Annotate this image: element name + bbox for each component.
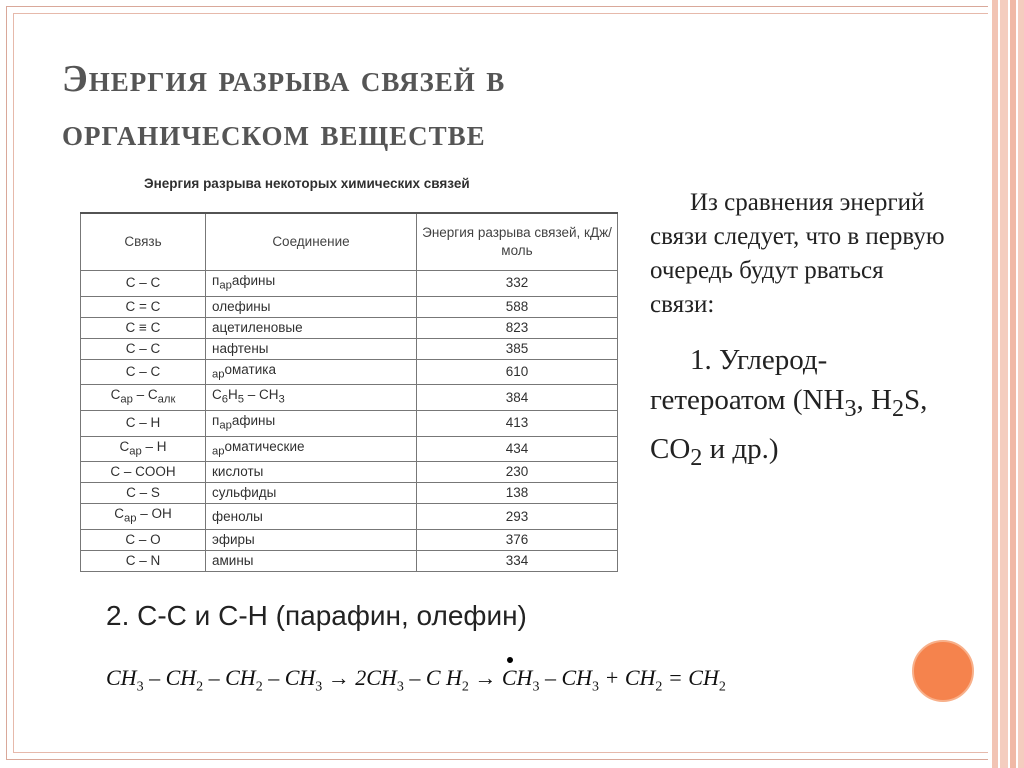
bond-cell: C – O xyxy=(81,530,206,551)
compound-cell: ацетиленовые xyxy=(206,317,417,338)
table-row xyxy=(81,411,618,437)
scanned-table xyxy=(78,172,620,569)
energy-cell: 823 xyxy=(417,317,618,338)
energy-cell: 293 xyxy=(417,504,618,530)
bond-cell: C = C xyxy=(81,296,206,317)
radical-dot xyxy=(507,657,513,663)
energy-cell: 334 xyxy=(417,551,618,572)
point-2: 2. С-С и С-Н (парафин, олефин) xyxy=(106,600,527,631)
table-row xyxy=(81,551,618,572)
explanation-text xyxy=(650,186,950,478)
table-row xyxy=(81,436,618,462)
table-row xyxy=(81,296,618,317)
bond-cell: C – C xyxy=(81,271,206,297)
reaction-equation xyxy=(106,665,726,695)
energy-cell: 413 xyxy=(417,411,618,437)
bond-cell: C – N xyxy=(81,551,206,572)
compound-cell: олефины xyxy=(206,296,417,317)
table-caption: Энергия разрыва некоторых химических связей xyxy=(144,176,470,191)
header-bond: Связь xyxy=(81,213,206,271)
header-compound: Соединение xyxy=(206,213,417,271)
table-row xyxy=(81,338,618,359)
compound-cell: эфиры xyxy=(206,530,417,551)
bond-cell: C – C xyxy=(81,338,206,359)
reaction-equation-text: $CH_3 - CH_2 - CH_2 - CH_3 \to 2CH_3 - C$ $H_2 \to CH_3 - CH_3 + CH_2 = CH_2$ xyxy=(106,665,726,695)
compound-cell: $п_{ар}афины$ xyxy=(206,271,417,297)
table-row xyxy=(81,504,618,530)
point-1 xyxy=(650,340,950,478)
energy-cell: 138 xyxy=(417,483,618,504)
compound-cell: фенолы xyxy=(206,504,417,530)
slide-title xyxy=(62,52,702,160)
point-1-text: 1. Углерод-гетероатом ($NH_3$, $H_2S$, $CO_2$ и др.) xyxy=(650,344,928,471)
decorative-stripes xyxy=(988,0,1024,768)
bond-cell: $C_{ар} - C_{алк}$ xyxy=(81,385,206,411)
bond-cell: C – S xyxy=(81,483,206,504)
energy-cell: 610 xyxy=(417,359,618,385)
energy-cell: 384 xyxy=(417,385,618,411)
explanation-paragraph: Из сравнения энергий связи следует, что в первую очередь будут рваться связи: xyxy=(650,189,945,318)
bond-cell: $C_{ар}$ – H xyxy=(81,436,206,462)
title-line-1: Энергия разрыва связей в xyxy=(62,58,506,100)
bond-cell: C – H xyxy=(81,411,206,437)
energy-cell: 332 xyxy=(417,271,618,297)
table-row xyxy=(81,483,618,504)
energy-cell: 588 xyxy=(417,296,618,317)
energy-cell: 385 xyxy=(417,338,618,359)
table-row xyxy=(81,530,618,551)
table-row xyxy=(81,271,618,297)
compound-cell: амины xyxy=(206,551,417,572)
table-row xyxy=(81,385,618,411)
bond-energy-table xyxy=(80,212,618,572)
table-row xyxy=(81,317,618,338)
energy-cell: 230 xyxy=(417,462,618,483)
decorative-orange-circle xyxy=(912,640,974,702)
bond-cell: $C_{ар}$ – OH xyxy=(81,504,206,530)
bond-cell: C ≡ C xyxy=(81,317,206,338)
table-row xyxy=(81,462,618,483)
title-line-2: органическом веществе xyxy=(62,112,486,154)
header-energy: Энергия разрыва связей, кДж/моль xyxy=(417,213,618,271)
compound-cell: $_{ар}$оматические xyxy=(206,436,417,462)
compound-cell: нафтены xyxy=(206,338,417,359)
compound-cell: $_{ар}$оматика xyxy=(206,359,417,385)
compound-cell: $C_6H_5 - CH_3$ xyxy=(206,385,417,411)
energy-cell: 376 xyxy=(417,530,618,551)
bond-cell: C – C xyxy=(81,359,206,385)
compound-cell: кислоты xyxy=(206,462,417,483)
energy-cell: 434 xyxy=(417,436,618,462)
compound-cell: сульфиды xyxy=(206,483,417,504)
table-row xyxy=(81,359,618,385)
bond-cell: C – COOH xyxy=(81,462,206,483)
compound-cell: $п_{ар}афины$ xyxy=(206,411,417,437)
